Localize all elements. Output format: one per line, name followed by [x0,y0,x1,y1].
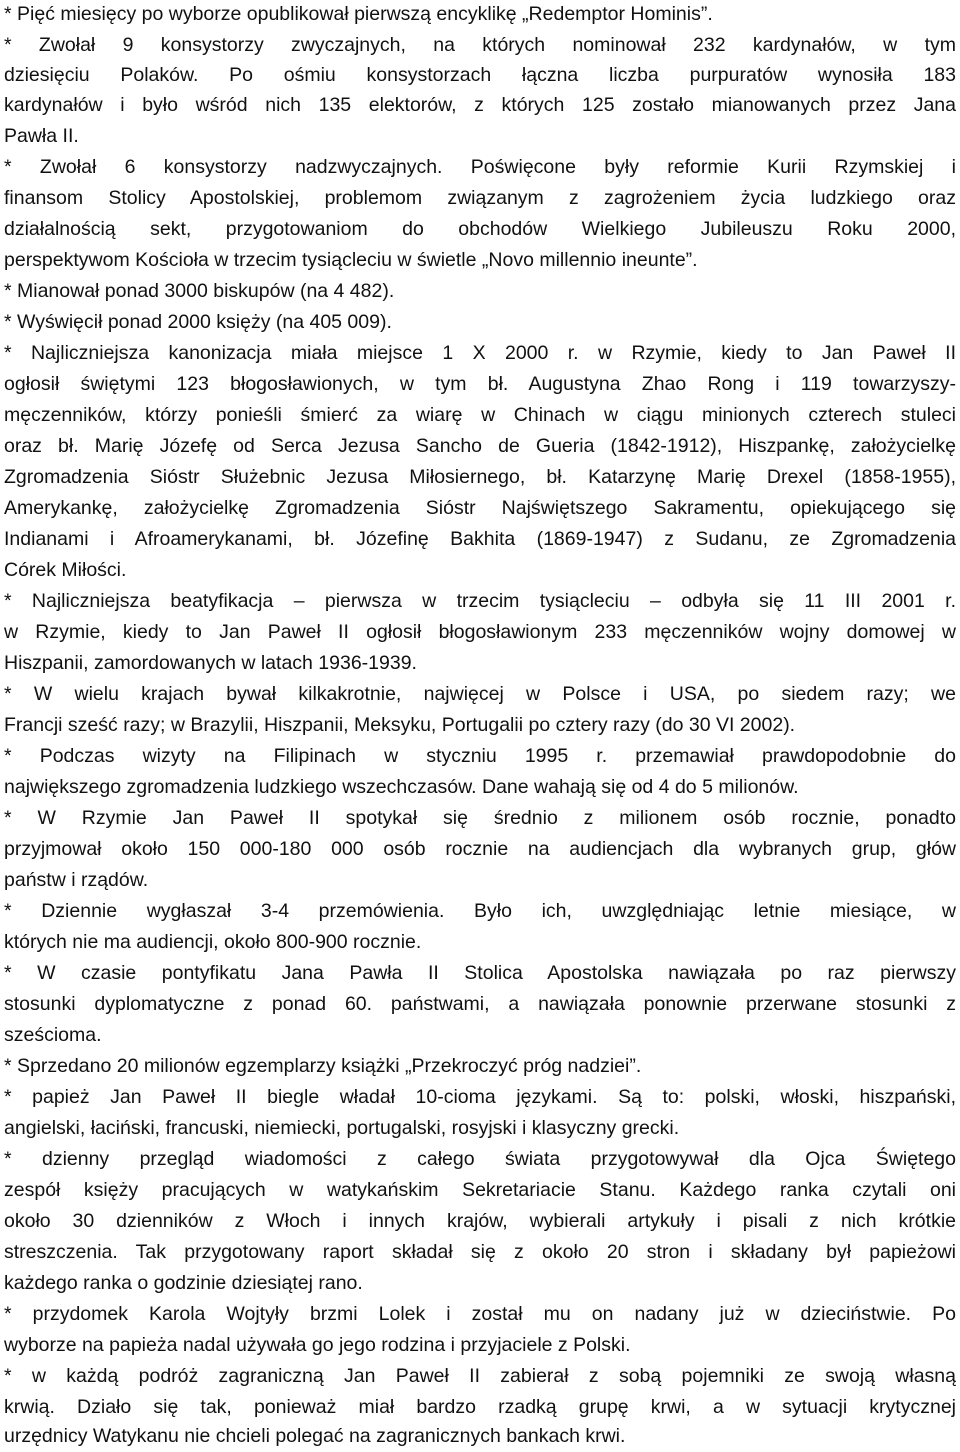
paragraph-line: angielski, łaciński, francuski, niemiecki, portugalski, rosyjski i klasyczny grecki. [4,1117,680,1139]
paragraph-line: Pawła II. [4,125,79,147]
paragraph-line: * W wielu krajach bywał kilkakrotnie, najwięcej w Polsce i USA, po siedem razy; we [4,683,956,705]
paragraph-line: * Podczas wizyty na Filipinach w styczniu 1995 r. przemawiał prawdopodobnie do [4,745,956,767]
paragraph-line: * papież Jan Paweł II biegle władał 10-cioma językami. Są to: polski, włoski, hiszpański, [4,1086,956,1108]
paragraph-line: * Najliczniejsza kanonizacja miała miejsce 1 X 2000 r. w Rzymie, kiedy to Jan Paweł II [4,342,956,364]
paragraph-line: zespół księży pracujących w watykańskim Sekretariacie Stanu. Każdego ranka czytali oni [4,1179,956,1201]
paragraph-line: Hiszpanii, zamordowanych w latach 1936-1939. [4,652,417,674]
paragraph-line: * W czasie pontyfikatu Jana Pawła II Stolica Apostolska nawiązała po raz pierwszy [4,962,956,984]
paragraph-line: * Zwołał 6 konsystorzy nadzwyczajnych. Poświęcone były reformie Kurii Rzymskiej i [4,156,956,178]
paragraph-line: streszczenia. Tak przygotowany raport składał się z około 20 stron i składany był papieżowi [4,1241,956,1263]
paragraph-line: finansom Stolicy Apostolskiej, problemom związanym z zagrożeniem życia ludzkiego oraz [4,187,956,209]
paragraph-line: * Mianował ponad 3000 biskupów (na 4 482). [4,280,395,302]
paragraph-line: działalnością sekt, przygotowaniom do obchodów Wielkiego Jubileuszu Roku 2000, [4,218,956,240]
paragraph-line: męczenników, którzy ponieśli śmierć za wiarę w Chinach w ciągu minionych czterech stuleci [4,404,956,426]
paragraph-line: kardynałów i było wśród nich 135 elektorów, z których 125 zostało mianowanych przez Jana [4,94,956,116]
paragraph-line: * Zwołał 9 konsystorzy zwyczajnych, na których nominował 232 kardynałów, w tym [4,34,956,56]
paragraph-line: * w każdą podróż zagraniczną Jan Paweł II zabierał z sobą pojemniki ze swoją własną [4,1365,956,1387]
paragraph-line: stosunki dyplomatyczne z ponad 60. państwami, a nawiązała ponownie przerwane stosunki z [4,993,956,1015]
paragraph-line: Indianami i Afroamerykanami, bł. Józefinę Bakhita (1869-1947) z Sudanu, ze Zgromadzenia [4,528,956,550]
paragraph-line: Córek Miłości. [4,559,127,581]
paragraph-line: perspektywom Kościoła w trzecim tysiącleciu w świetle „Novo millennio ineunte”. [4,249,698,271]
paragraph-line: około 30 dzienników z Włoch i innych krajów, wybierali artykuły i pisali z nich krótkie [4,1210,956,1232]
paragraph-line: dziesięciu Polaków. Po ośmiu konsystorzach łączna liczba purpuratów wynosiła 183 [4,64,956,86]
paragraph-line: przyjmował około 150 000-180 000 osób rocznie na audiencjach dla wybranych grup, głów [4,838,956,860]
paragraph-line: których nie ma audiencji, około 800-900 rocznie. [4,931,422,953]
paragraph-line: w Rzymie, kiedy to Jan Paweł II ogłosił błogosławionym 233 męczenników wojny domowej w [4,621,956,643]
paragraph-line: * przydomek Karola Wojtyły brzmi Lolek i został mu on nadany już w dzieciństwie. Po [4,1303,956,1325]
paragraph-line: krwią. Działo się tak, ponieważ miał bardzo rzadką grupę krwi, a w sytuacji krytycznej [4,1396,956,1418]
paragraph-line: Zgromadzenia Sióstr Służebnic Jezusa Miłosiernego, bł. Katarzynę Marię Drexel (1858-1955), [4,466,956,488]
paragraph-line: państw i rządów. [4,869,149,891]
paragraph-line: Amerykankę, założycielkę Zgromadzenia Sióstr Najświętszego Sakramentu, opiekującego się [4,497,956,519]
paragraph-line: wyborze na papieża nadal używała go jego rodzina i przyjaciele z Polski. [4,1334,631,1356]
paragraph-line: * dzienny przegląd wiadomości z całego świata przygotowywał dla Ojca Świętego [4,1148,956,1170]
paragraph-line: * Wyświęcił ponad 2000 księży (na 405 009). [4,311,392,333]
paragraph-line: urzędnicy Watykanu nie chcieli polegać na zagranicznych bankach krwi. [4,1425,626,1447]
paragraph-line: Francji sześć razy; w Brazylii, Hiszpanii, Meksyku, Portugalii po cztery razy (do 30 VI 2002). [4,714,796,736]
paragraph-line: największego zgromadzenia ludzkiego wszechczasów. Dane wahają się od 4 do 5 milionów. [4,776,799,798]
paragraph-line: * Pięć miesięcy po wyborze opublikował pierwszą encyklikę „Redemptor Hominis”. [4,3,713,25]
paragraph-line: ogłosił świętymi 123 błogosławionych, w tym bł. Augustyna Zhao Rong i 119 towarzyszy- [4,373,956,395]
paragraph-line: * Sprzedano 20 milionów egzemplarzy książki „Przekroczyć próg nadziei”. [4,1055,642,1077]
paragraph-line: * Dziennie wygłaszał 3-4 przemówienia. Było ich, uwzględniając letnie miesiące, w [4,900,956,922]
paragraph-line: każdego ranka o godzinie dziesiątej rano. [4,1272,363,1294]
paragraph-line: * W Rzymie Jan Paweł II spotykał się średnio z milionem osób rocznie, ponadto [4,807,956,829]
paragraph-line: sześcioma. [4,1024,102,1046]
paragraph-line: * Najliczniejsza beatyfikacja – pierwsza w trzecim tysiącleciu – odbyła się 11 III 2001 r. [4,590,956,612]
paragraph-line: oraz bł. Marię Józefę od Serca Jezusa Sancho de Gueria (1842-1912), Hiszpankę, założycielkę [4,435,956,457]
